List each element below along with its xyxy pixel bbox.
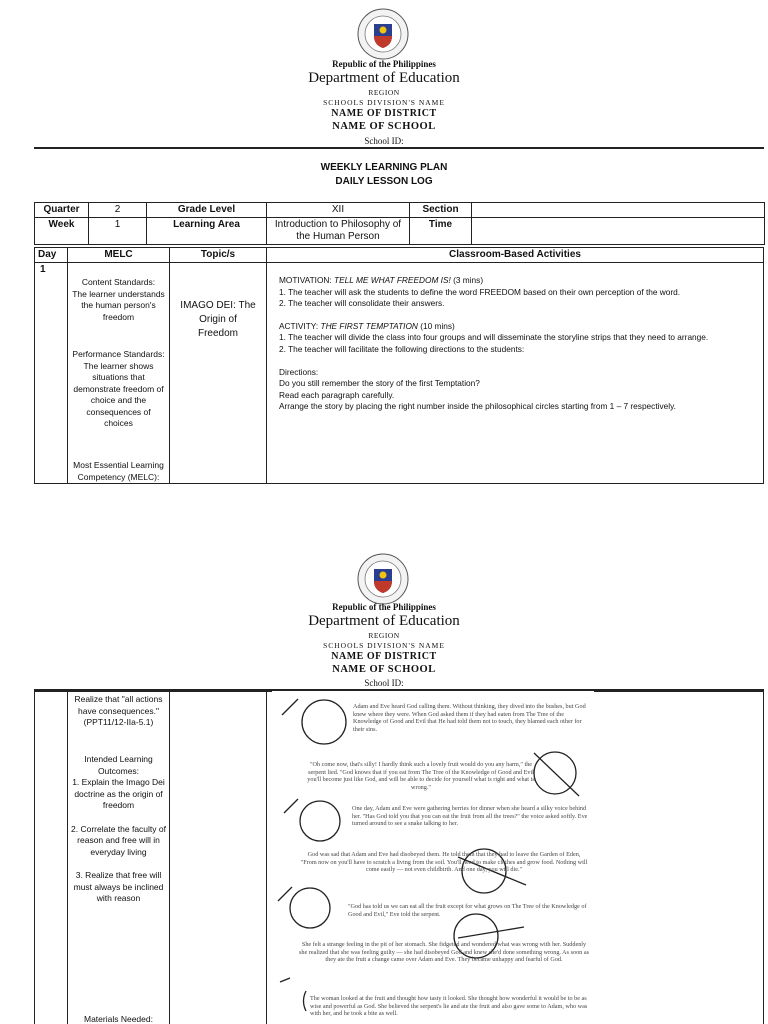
area-value: Introduction to Philosophy of the Human Person bbox=[267, 218, 410, 245]
story-strip-2: "Oh come now, that's silly! I hardly think such a lovely fruit would do you any harm," the serpent lied. "God knows that if you eat from The Tree of the Knowledge of Good and Evil you'll become just like God, and will be able to decide for yourself what is right and what is wrong." bbox=[307, 761, 535, 791]
district-line: NAME OF DISTRICT bbox=[331, 108, 437, 119]
deped-seal-icon bbox=[357, 553, 409, 605]
page-gap bbox=[0, 500, 768, 545]
circle-marker bbox=[284, 799, 298, 813]
melc-cell bbox=[67, 262, 170, 484]
materials-title: Materials Needed: bbox=[84, 1014, 153, 1024]
philosophical-circle-1 bbox=[302, 700, 346, 744]
story-strip-1: Adam and Eve heard God calling them. Without thinking, they dived into the bushes, but God knew where they were. When God asked them if they had eaten from The Tree of the Knowledge of Good and Evil that He had told them not to touch, they blamed each other for their sins. bbox=[353, 703, 586, 733]
republic-line: Republic of the Philippines bbox=[332, 59, 436, 69]
meta-table bbox=[34, 202, 765, 245]
melc-text: Realize that "all actions have consequences." (PPT11/12-IIa-5.1) bbox=[74, 694, 163, 727]
philosophical-circle-3 bbox=[300, 801, 340, 841]
topic-cell-continued bbox=[169, 691, 267, 1024]
story-strip-5: "God has told us we can eat all the fruit except for what grows on The Tree of the Knowledge of Good and Evil," Eve told the serpent. bbox=[348, 903, 587, 918]
school-id-line: School ID: bbox=[364, 678, 404, 688]
plan-subtitle: DAILY LESSON LOG bbox=[335, 176, 433, 187]
week-label: Week bbox=[35, 218, 89, 245]
topic-cell bbox=[169, 262, 267, 484]
day-cell-continued bbox=[34, 691, 68, 1024]
school-line: NAME OF SCHOOL bbox=[332, 664, 436, 675]
quarter-value: 2 bbox=[89, 203, 147, 218]
region-line: REGION bbox=[368, 88, 400, 97]
circle-cross-line bbox=[534, 753, 579, 796]
philosophical-circle-5 bbox=[290, 888, 330, 928]
page-two bbox=[0, 545, 768, 1024]
story-strip-6: She felt a strange feeling in the pit of her stomach. She fidgeted and wondered what was wrong with her. Suddenly she realized that she was feeling guilty — she had disobeyed God and knew she'd done something wrong. As soon as they ate the fruit a change came over Adam and Eve. They became unhappy and fearful of God. bbox=[299, 941, 589, 963]
plan-title: WEEKLY LEARNING PLAN bbox=[320, 162, 448, 173]
melc-cell-continued bbox=[67, 691, 170, 1024]
col-day: Day bbox=[34, 247, 68, 263]
department-title: Department of Education bbox=[308, 70, 460, 86]
department-title: Department of Education bbox=[308, 613, 460, 629]
story-strip-7: The woman looked at the fruit and thought how tasty it looked. She thought how wonderful it would be to be as wise and powerful as God. She believed the serpent's lie and ate the fruit and also gave some to Adam, who was with her, and he took a bite as well. bbox=[310, 995, 588, 1017]
area-label: Learning Area bbox=[147, 218, 267, 245]
header-rule bbox=[34, 147, 764, 149]
circle-cross-line bbox=[458, 927, 524, 938]
topic-text: IMAGO DEI: The Origin of Freedom bbox=[180, 300, 256, 339]
content-standards: Content Standards: The learner understands the human person's freedom bbox=[72, 277, 165, 322]
grade-value: XII bbox=[267, 203, 410, 218]
storyline-strips bbox=[272, 691, 594, 1024]
school-line: NAME OF SCHOOL bbox=[332, 121, 436, 132]
story-strip-4: God was sad that Adam and Eve had disobeyed them. He told them that they had to leave the Garden of Eden, "From now on you'll have to scratch a living from the soil. You'll need to make clothes and grow food. Nothing will come easily — not even childbirth. And one day, you will die." bbox=[300, 851, 588, 873]
page-one bbox=[0, 0, 768, 500]
learning-outcomes: Intended Learning Outcomes: 1. Explain the Imago Dei doctrine as the origin of freedom 2. Correlate the faculty of reason and free will in everyday living 3. Realize that free will must always be inclined with reason bbox=[71, 754, 166, 903]
section-label: Section bbox=[410, 203, 472, 218]
deped-seal-icon bbox=[357, 8, 409, 60]
performance-standards: Performance Standards: The learner shows situations that demonstrate freedom of choice and the consequences of choices bbox=[72, 349, 165, 428]
activities-cell bbox=[266, 262, 764, 484]
philosophical-circle-7 bbox=[304, 991, 307, 1011]
col-topic: Topic/s bbox=[169, 247, 267, 263]
activities-text: MOTIVATION: TELL ME WHAT FREEDOM IS! (3 mins) 1. The teacher will ask the students to define the word FREEDOM based on their own perception of the word. 2. The teacher will consolidate their answers. ACTIVITY: THE FIRST TEMPTATION (10 mins) 1. The teacher will divide the class into four groups and will disseminate the storyline strips that they need to arrange. 2. The teacher will facilitate the following directions to the students: Directions: Do you still remember the story of the first Temptation? Read each paragraph carefully. Arrange the story by placing the right number inside the philosophical circles starting from 1 – 7 respectively. bbox=[279, 275, 709, 412]
circle-marker bbox=[278, 887, 292, 901]
region-line: REGION bbox=[368, 631, 400, 640]
school-id-line: School ID: bbox=[364, 136, 404, 146]
story-strip-3: One day, Adam and Eve were gathering berries for dinner when she heard a silky voice behind her. "Has God told you that you can eat the fruit from all the trees?" the voice asked softly. Eve turned around to see a snake talking to her. bbox=[352, 805, 588, 827]
col-activities: Classroom-Based Activities bbox=[266, 247, 764, 263]
melc-title: Most Essential Learning Competency (MELC): bbox=[73, 460, 164, 482]
schools-division-line: SCHOOLS DIVISION'S NAME bbox=[323, 641, 445, 650]
circle-marker bbox=[282, 699, 298, 715]
col-melc: MELC bbox=[67, 247, 170, 263]
district-line: NAME OF DISTRICT bbox=[331, 651, 437, 662]
day-cell: 1 bbox=[34, 262, 68, 484]
time-value bbox=[472, 218, 765, 245]
grade-label: Grade Level bbox=[147, 203, 267, 218]
circle-marker bbox=[280, 978, 290, 982]
time-label: Time bbox=[410, 218, 472, 245]
schools-division-line: SCHOOLS DIVISION'S NAME bbox=[323, 98, 445, 107]
week-value: 1 bbox=[89, 218, 147, 245]
republic-line: Republic of the Philippines bbox=[332, 602, 436, 612]
section-value bbox=[472, 203, 765, 218]
quarter-label: Quarter bbox=[35, 203, 89, 218]
